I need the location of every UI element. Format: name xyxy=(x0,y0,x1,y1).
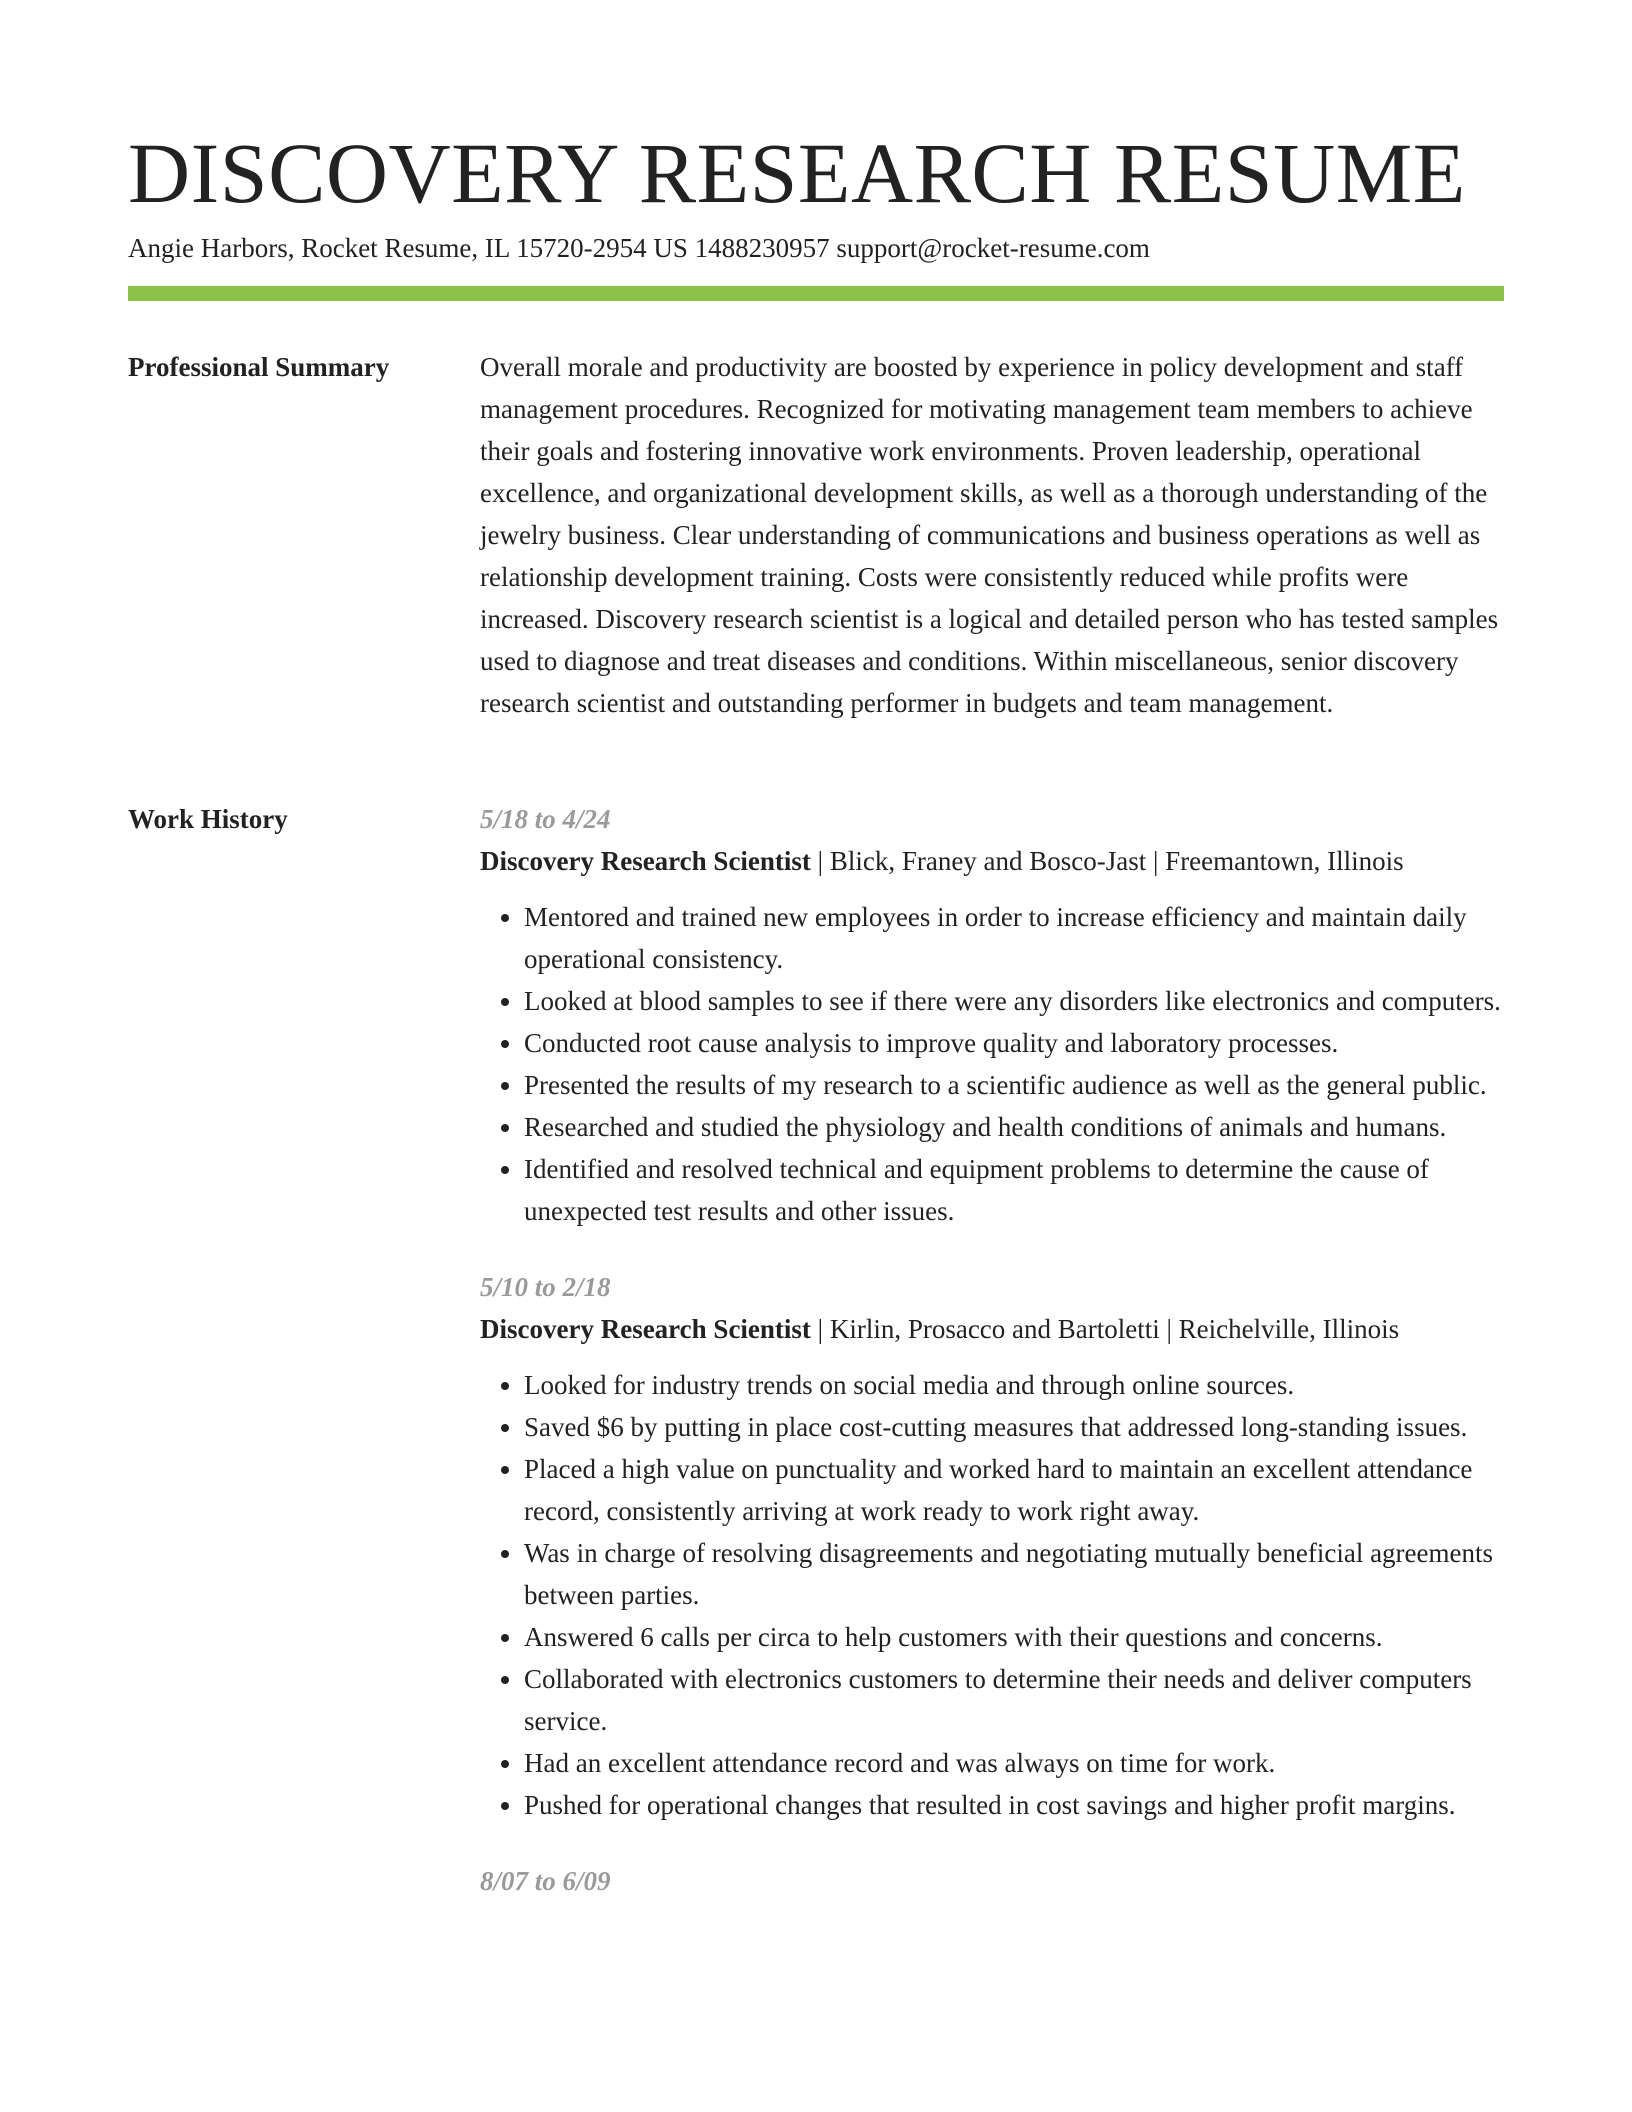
job-entry xyxy=(480,798,1504,1232)
job-employer-location: | Kirlin, Prosacco and Bartoletti | Reichelville, Illinois xyxy=(810,1314,1400,1344)
job-entry xyxy=(480,1266,1504,1826)
job-dates: 5/10 to 2/18 xyxy=(480,1272,611,1302)
job-title: Discovery Research Scientist xyxy=(480,1314,811,1344)
job-bullet: • Researched and studied the physiology and health conditions of animals and humans. xyxy=(524,1106,1504,1148)
job-bullet: • Placed a high value on punctuality and worked hard to maintain an excellent attendance record, consistently arriving at work ready to work right away. xyxy=(524,1448,1504,1532)
accent-divider xyxy=(128,286,1504,301)
work-history-body xyxy=(480,798,1504,1936)
job-employer-location: | Blick, Franey and Bosco-Jast | Freemantown, Illinois xyxy=(810,846,1404,876)
resume-title: DISCOVERY RESEARCH RESUME xyxy=(128,125,1466,221)
job-header xyxy=(480,840,1504,882)
job-dates: 8/07 to 6/09 xyxy=(480,1866,611,1896)
summary-text: Overall morale and productivity are boosted by experience in policy development and staff management procedures. Recognized for motivating management team members to achieve their goals and fostering innovative work environments. Proven leadership, operational excellence, and organizational development skills, as well as a thorough understanding of the jewelry business. Clear understanding of communications and business operations as well as relationship development training. Costs were consistently reduced while profits were increased. Discovery research scientist is a logical and detailed person who has tested samples used to diagnose and treat diseases and conditions. Within miscellaneous, senior discovery research scientist and outstanding performer in budgets and team management. xyxy=(480,352,1499,718)
job-bullet: • Mentored and trained new employees in order to increase efficiency and maintain daily operational consistency. xyxy=(524,896,1504,980)
job-bullet: • Collaborated with electronics customers to determine their needs and deliver computers service. xyxy=(524,1658,1504,1742)
job-bullet-list xyxy=(480,1364,1504,1826)
job-entry xyxy=(480,1860,1504,1902)
contact-line: Angie Harbors, Rocket Resume, IL 15720-2954 US 1488230957 support@rocket-resume.com xyxy=(128,233,1150,263)
job-title: Discovery Research Scientist xyxy=(480,846,811,876)
job-bullet: • Had an excellent attendance record and was always on time for work. xyxy=(524,1742,1504,1784)
job-bullet: • Conducted root cause analysis to improve quality and laboratory processes. xyxy=(524,1022,1504,1064)
job-dates: 5/18 to 4/24 xyxy=(480,804,611,834)
job-bullet: • Saved $6 by putting in place cost-cutting measures that addressed long-standing issues. xyxy=(524,1406,1504,1448)
job-bullet: • Identified and resolved technical and equipment problems to determine the cause of unexpected test results and other issues. xyxy=(524,1148,1504,1232)
job-header xyxy=(480,1308,1504,1350)
job-bullet: • Answered 6 calls per circa to help customers with their questions and concerns. xyxy=(524,1616,1504,1658)
job-bullet: • Presented the results of my research to a scientific audience as well as the general public. xyxy=(524,1064,1504,1106)
job-bullet: • Looked at blood samples to see if there were any disorders like electronics and computers. xyxy=(524,980,1504,1022)
section-label-work-history: Work History xyxy=(128,804,288,834)
job-bullet-list xyxy=(480,896,1504,1232)
job-bullet: • Looked for industry trends on social media and through online sources. xyxy=(524,1364,1504,1406)
job-bullet: • Was in charge of resolving disagreements and negotiating mutually beneficial agreements between parties. xyxy=(524,1532,1504,1616)
section-label-summary: Professional Summary xyxy=(128,352,390,382)
job-bullet: • Pushed for operational changes that resulted in cost savings and higher profit margins. xyxy=(524,1784,1504,1826)
summary-body xyxy=(480,346,1504,724)
